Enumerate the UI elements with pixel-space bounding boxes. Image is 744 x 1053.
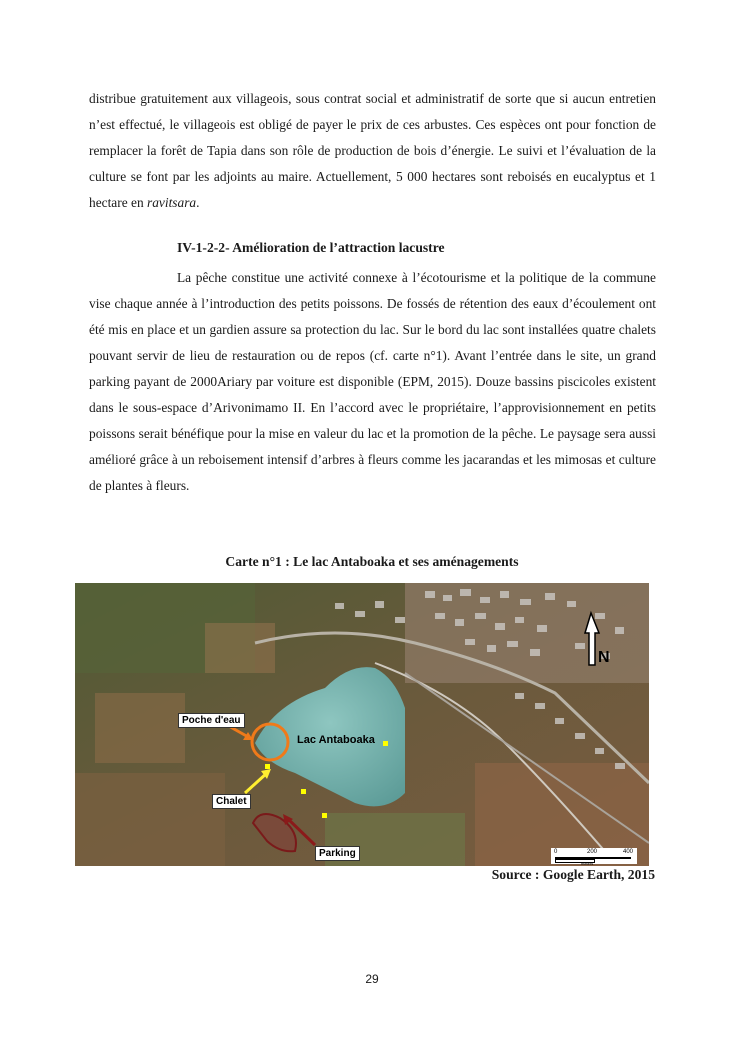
label-chalet: Chalet (212, 794, 251, 809)
map-imagery (75, 583, 649, 866)
map-source: Source : Google Earth, 2015 (491, 867, 655, 882)
label-lac-antaboaka: Lac Antaboaka (297, 734, 375, 746)
scale-unit: meters (581, 861, 594, 866)
paragraph-lake (89, 265, 656, 499)
north-arrow-label: N (598, 649, 610, 666)
scale-label-400: 400 (623, 849, 634, 855)
chalet-marker (265, 764, 270, 769)
ravitsara-term: ravitsara (147, 195, 197, 210)
chalet-marker (383, 741, 388, 746)
section-heading: IV-1-2-2- Amélioration de l’attraction lacustre (177, 240, 445, 255)
map-caption: Carte n°1 : Le lac Antaboaka et ses aménagements (225, 554, 519, 569)
paragraph-lake-text: La pêche constitue une activité connexe à l’écotourisme et la politique de la commune vise chaque année à l’introduction des petits poissons. De fossés de rétention des eaux d’écoulement ont été mis en place et un gardien assure sa protection du lac. Sur le bord du lac sont installées quatre chalets pouvant servir de lieu de restauration ou de repos (cf. carte n°1). Avant l’entrée dans le site, un grand parking payant de 2000Ariary par voiture est disponible (EPM, 2015). Douze bassins piscicoles existent dans le sous-espace d’Arivonimamo II. En l’accord avec le propriétaire, l’approvisionnement en petits poissons serait bénéfique pour la mise en valeur du lac et la promotion de la pêche. Le paysage sera aussi amélioré grâce à un reboisement intensif d’arbres à fleurs comme les jacarandas et les mimosas et culture de plantes à fleurs. (89, 270, 656, 493)
scale-label-200: 200 (587, 849, 598, 855)
label-parking: Parking (315, 846, 360, 861)
satellite-map (75, 583, 649, 866)
paragraph-end: . (196, 195, 200, 210)
label-poche-deau: Poche d'eau (178, 713, 245, 728)
chalet-marker (322, 813, 327, 818)
paragraph-reforestation (89, 86, 656, 216)
paragraph-reforestation-text: distribue gratuitement aux villageois, sous contrat social et administratif de sorte que si aucun entretien n’est effectué, le villageois est obligé de payer le prix de ces arbustes. Ces espèces ont pour fonction de remplacer la forêt de Tapia dans son rôle de production de bois d’énergie. Le suivi et l’évaluation de la culture se font par les adjoints au maire. Actuellement, 5 000 hectares sont reboisés en eucalyptus et 1 hectare en (89, 91, 656, 210)
scale-label-0: 0 (554, 849, 558, 855)
page-number: 29 (365, 972, 379, 986)
map-scale-bar (551, 848, 637, 864)
chalet-marker (301, 789, 306, 794)
